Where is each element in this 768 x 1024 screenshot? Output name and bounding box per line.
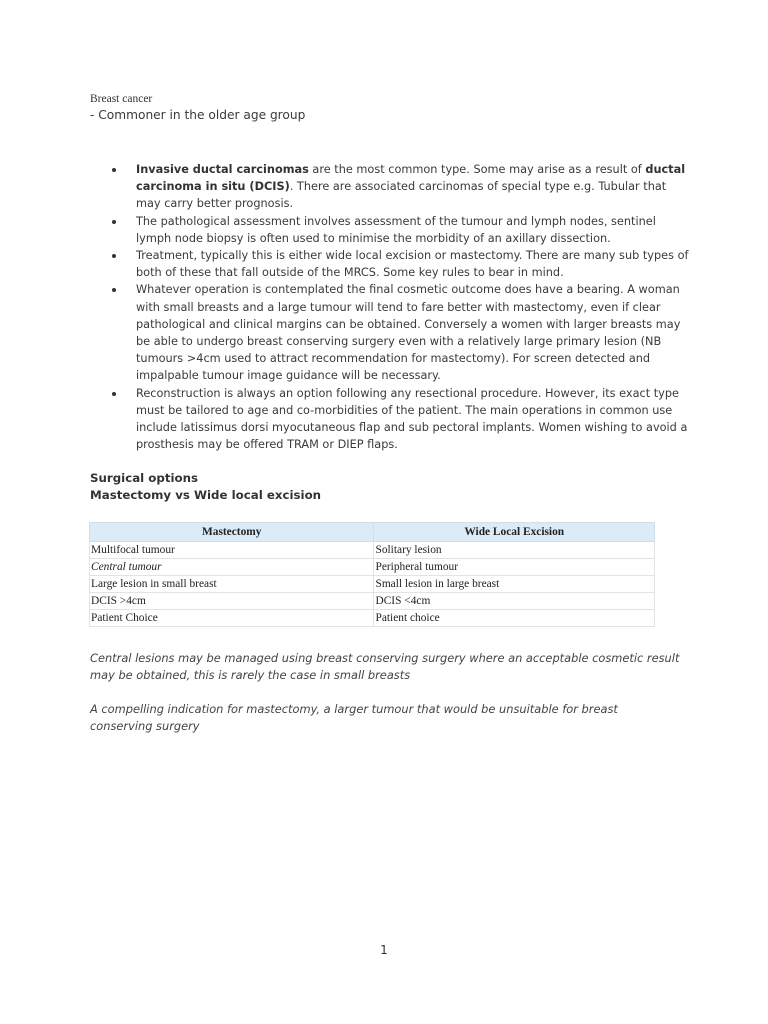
- table-cell-wle: Patient choice: [374, 610, 655, 627]
- bullet-bold-text: ductal carcinoma in situ (DCIS): [136, 163, 686, 194]
- table-body: [90, 542, 655, 627]
- bullet-dot-icon: [112, 254, 116, 258]
- table-row: [90, 576, 655, 593]
- table-row: [90, 542, 655, 559]
- bullet-bold-text: Invasive ductal carcinomas: [136, 163, 309, 176]
- bullet-list: [90, 161, 690, 453]
- table-cell-wle: Solitary lesion: [374, 542, 655, 559]
- table-cell-wle: Peripheral tumour: [374, 559, 655, 576]
- bullet-dot-icon: [112, 288, 116, 292]
- bullet-item: [90, 247, 690, 281]
- document-subheading: - Commoner in the older age group: [90, 108, 306, 122]
- bullet-text: Reconstruction is always an option following any resectional procedure. However, its exact type must be tailored to age and co-morbidities of the patient. The main operations in common use include latissimus dorsi myocutaneous flap and sub pectoral implants. Women wishing to avoid a prosthesis may be offered TRAM or DIEP flaps.: [136, 386, 688, 452]
- bullet-dot-icon: [112, 220, 116, 224]
- bullet-text: The pathological assessment involves assessment of the tumour and lymph nodes, sentinel lymph node biopsy is often used to minimise the morbidity of an axillary dissection.: [136, 214, 656, 245]
- comparison-table: [89, 522, 655, 627]
- table-header-row: [90, 523, 655, 542]
- table-cell-mastectomy: Large lesion in small breast: [90, 576, 374, 593]
- bullet-text: . There are associated carcinomas of special type e.g. Tubular that may carry better prognosis.: [136, 180, 667, 211]
- page-number: 1: [380, 943, 388, 957]
- bullet-item: [90, 213, 690, 247]
- note-compelling-indication: A compelling indication for mastectomy, a larger tumour that would be unsuitable for breast conserving surgery: [90, 702, 618, 733]
- table-header-mastectomy: Mastectomy: [90, 523, 374, 542]
- bullet-dot-icon: [112, 168, 116, 172]
- bullet-text: Whatever operation is contemplated the final cosmetic outcome does have a bearing. A woman with small breasts and a large tumour will tend to fare better with mastectomy, even if clear pathological and clinical margins can be obtained. Conversely a women with larger breasts may be able to undergo breast conserving surgery even with a relatively large primary lesion (NB tumours >4cm used to attract recommendation for mastectomy). For screen detected and impalpable tumour image guidance will be necessary.: [136, 283, 681, 383]
- table-row: [90, 559, 655, 576]
- document-heading: Breast cancer: [90, 93, 153, 105]
- note-central-lesions: Central lesions may be managed using breast conserving surgery where an acceptable cosmetic result may be obtained, this is rarely the case in small breasts: [90, 651, 680, 682]
- table-cell-wle: DCIS <4cm: [374, 593, 655, 610]
- table-cell-mastectomy: DCIS >4cm: [90, 593, 374, 610]
- table-cell-mastectomy: Central tumour: [90, 559, 374, 576]
- bullet-item: [90, 281, 690, 384]
- comparison-subtitle: Mastectomy vs Wide local excision: [90, 488, 322, 502]
- bullet-text: are the most common type. Some may arise as a result of: [308, 163, 646, 176]
- bullet-item: [90, 385, 690, 454]
- table-cell-mastectomy: Patient Choice: [90, 610, 374, 627]
- table-row: [90, 593, 655, 610]
- bullet-text: Treatment, typically this is either wide local excision or mastectomy. There are many sub types of both of these that fall outside of the MRCS. Some key rules to bear in mind.: [136, 249, 689, 280]
- bullet-item: [90, 161, 690, 213]
- surgical-options-title: Surgical options: [90, 471, 199, 485]
- table-row: [90, 610, 655, 627]
- table-header-wle: Wide Local Excision: [374, 523, 655, 542]
- bullet-dot-icon: [112, 392, 116, 396]
- table-cell-wle: Small lesion in large breast: [374, 576, 655, 593]
- table-cell-mastectomy: Multifocal tumour: [90, 542, 374, 559]
